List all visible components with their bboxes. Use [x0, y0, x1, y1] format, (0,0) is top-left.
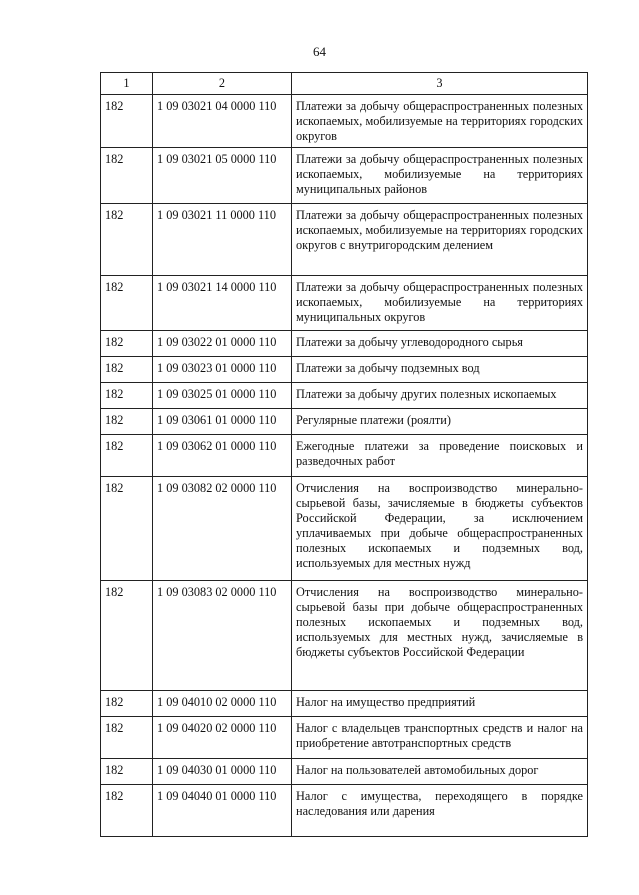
revenue-name-cell: Платежи за добычу общераспространенных полезных ископаемых, мобилизуемые на территориях муниципальных районов — [292, 148, 588, 204]
admin-code-cell: 182 — [101, 383, 153, 409]
table-row — [101, 691, 588, 717]
kbk-code-cell: 1 09 03022 01 0000 110 — [153, 331, 292, 357]
table-row — [101, 409, 588, 435]
table-row — [101, 581, 588, 691]
admin-code-cell: 182 — [101, 331, 153, 357]
revenue-name-cell: Налог на имущество предприятий — [292, 691, 588, 717]
column-header-3: 3 — [292, 73, 588, 95]
kbk-code-cell: 1 09 04040 01 0000 110 — [153, 785, 292, 837]
table-row — [101, 717, 588, 759]
revenue-name-cell: Платежи за добычу общераспространенных полезных ископаемых, мобилизуемые на территориях муниципальных округов — [292, 276, 588, 331]
revenue-name-cell: Платежи за добычу углеводородного сырья — [292, 331, 588, 357]
table-row — [101, 759, 588, 785]
kbk-code-cell: 1 09 03021 04 0000 110 — [153, 95, 292, 148]
revenue-name-cell: Платежи за добычу подземных вод — [292, 357, 588, 383]
column-header-2: 2 — [153, 73, 292, 95]
revenue-name-cell: Отчисления на воспроизводство минерально-сырьевой базы при добыче общераспространенных полезных ископаемых и подземных вод, используемых для местных нужд, зачисляемые в бюджеты субъектов Российской Федерации — [292, 581, 588, 691]
table-row — [101, 357, 588, 383]
table-row — [101, 785, 588, 837]
admin-code-cell: 182 — [101, 785, 153, 837]
kbk-code-cell: 1 09 04020 02 0000 110 — [153, 717, 292, 759]
kbk-code-cell: 1 09 03083 02 0000 110 — [153, 581, 292, 691]
table-row — [101, 276, 588, 331]
admin-code-cell: 182 — [101, 409, 153, 435]
admin-code-cell: 182 — [101, 148, 153, 204]
kbk-code-cell: 1 09 03061 01 0000 110 — [153, 409, 292, 435]
admin-code-cell: 182 — [101, 276, 153, 331]
kbk-code-cell: 1 09 04030 01 0000 110 — [153, 759, 292, 785]
table-row — [101, 331, 588, 357]
admin-code-cell: 182 — [101, 691, 153, 717]
kbk-code-cell: 1 09 03021 05 0000 110 — [153, 148, 292, 204]
table-row — [101, 148, 588, 204]
revenue-name-cell: Ежегодные платежи за проведение поисковых и разведочных работ — [292, 435, 588, 477]
kbk-code-cell: 1 09 03025 01 0000 110 — [153, 383, 292, 409]
admin-code-cell: 182 — [101, 435, 153, 477]
revenue-codes-table — [100, 72, 588, 837]
table-row — [101, 95, 588, 148]
revenue-name-cell: Налог на пользователей автомобильных дорог — [292, 759, 588, 785]
table-row — [101, 477, 588, 581]
admin-code-cell: 182 — [101, 357, 153, 383]
admin-code-cell: 182 — [101, 717, 153, 759]
kbk-code-cell: 1 09 03082 02 0000 110 — [153, 477, 292, 581]
table-header-row — [101, 73, 588, 95]
revenue-name-cell: Налог с владельцев транспортных средств и налог на приобретение автотранспортных средств — [292, 717, 588, 759]
revenue-name-cell: Отчисления на воспроизводство минерально-сырьевой базы, зачисляемые в бюджеты субъектов Российской Федерации, за исключением уплачиваемых при добыче общераспространенных полезных ископаемых и подземных вод, используемых для местных нужд — [292, 477, 588, 581]
kbk-code-cell: 1 09 03023 01 0000 110 — [153, 357, 292, 383]
kbk-code-cell: 1 09 03021 14 0000 110 — [153, 276, 292, 331]
revenue-name-cell: Платежи за добычу других полезных ископаемых — [292, 383, 588, 409]
revenue-name-cell: Налог с имущества, переходящего в порядке наследования или дарения — [292, 785, 588, 837]
revenue-name-cell: Платежи за добычу общераспространенных полезных ископаемых, мобилизуемые на территориях городских округов с внутригородским делением — [292, 204, 588, 276]
kbk-code-cell: 1 09 03021 11 0000 110 — [153, 204, 292, 276]
admin-code-cell: 182 — [101, 95, 153, 148]
kbk-code-cell: 1 09 04010 02 0000 110 — [153, 691, 292, 717]
admin-code-cell: 182 — [101, 581, 153, 691]
revenue-name-cell: Регулярные платежи (роялти) — [292, 409, 588, 435]
kbk-code-cell: 1 09 03062 01 0000 110 — [153, 435, 292, 477]
table-row — [101, 383, 588, 409]
admin-code-cell: 182 — [101, 204, 153, 276]
revenue-name-cell: Платежи за добычу общераспространенных полезных ископаемых, мобилизуемые на территориях городских округов — [292, 95, 588, 148]
table-row — [101, 204, 588, 276]
table-row — [101, 435, 588, 477]
page-number: 64 — [313, 44, 326, 59]
admin-code-cell: 182 — [101, 759, 153, 785]
admin-code-cell: 182 — [101, 477, 153, 581]
column-header-1: 1 — [101, 73, 153, 95]
